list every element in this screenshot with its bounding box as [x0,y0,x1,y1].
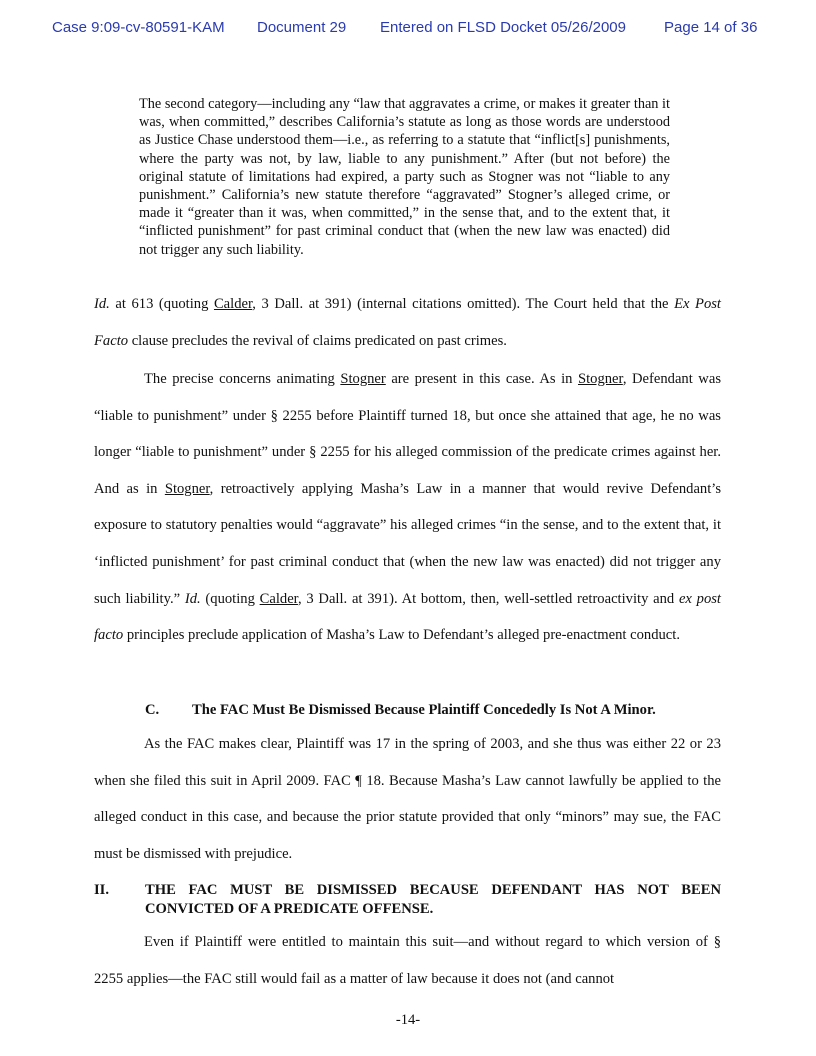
document-number: Document 29 [257,19,347,36]
id-cite: Id. [184,590,201,607]
ex-post-facto-term: Ex Post Facto [94,296,721,349]
stogner-cite: Stogner [164,480,210,497]
text-run: The precise concerns animating [144,371,341,387]
case-number: Case 9:09-cv-80591-KAM [52,19,225,36]
text-run: are present in this case. As in [385,371,578,387]
heading-letter: C. [145,702,160,718]
id-cite: Id. [94,296,110,312]
stogner-cite: Stogner [340,371,386,387]
text-run: at 613 (quoting [109,296,214,312]
paragraph-fac: As the FAC makes clear, Plaintiff was 17 in the spring of 2003, and she thus was either 22 or 23 when she filed this suit in April 2009. FAC ¶ 18. Because Masha’s Law cannot lawfully be applied to the alleged conduct in this case, and because the prior statute provided that only “minors” may sue, the FAC must be dismissed with prejudice. [94,736,721,862]
paragraph-citation [94,286,721,359]
block-quote: The second category—including any “law that aggravates a crime, or makes it greater than it was, when committed,” describes California’s statute as long as those words are understood as Justice Chase understood them—i.e., as referring to a statute that “inflict[s] punishments, where the party was not, by law, liable to any punishment.” After (but not before) the original statute of limitations had expired, a party such as Stogner was not “liable to any punishment.” California’s new statute therefore “aggravated” Stogner’s alleged crime, or made it “greater than it was, when committed,” in the sense that, and to the extent that, it “inflicted punishment” for past criminal conduct that (when the new law was enacted) did not trigger any such liability. [139,96,670,258]
text-run: principles preclude application of Masha’s Law to Defendant’s alleged pre-enactment conduct. [123,627,680,644]
stogner-cite: Stogner [577,371,623,387]
page-indicator: Page 14 of 36 [664,19,758,36]
calder-cite: Calder [259,590,298,607]
text-run: , 3 Dall. at 391) (internal citations omitted). The Court held that the [252,296,675,312]
text-run: (quoting [200,590,260,607]
text-run: , retroactively applying Masha’s Law in a manner that would revive Defendant’s exposure to statutory penalties would “aggravate” his alleged crimes “in the sense, and to the extent that, it ‘inflicted punishment’ for past criminal conduct that (when the new law was enacted) did not trigger any such liability.” [94,480,722,607]
text-run: , Defendant was “liable to punishment” under § 2255 before Plaintiff turned 18, but once she attained that age, he no was longer “liable to punishment” under § 2255 for his alleged commission of the predicate crimes against her. And as in [94,371,722,497]
paragraph-predicate: Even if Plaintiff were entitled to maintain this suit—and without regard to which version of § 2255 applies—the FAC still would fail as a matter of law because it does not (and cannot [94,934,721,987]
page-number: -14- [395,1012,421,1028]
docket-entry: Entered on FLSD Docket 05/26/2009 [380,19,626,36]
heading-title: THE FAC MUST BE DISMISSED BECAUSE DEFENDANT HAS NOT BEEN CONVICTED OF A PREDICATE OFFENSE. [145,882,721,917]
ex-post-facto-term: ex post facto [94,590,721,644]
text-run: clause precludes the revival of claims predicated on past crimes. [128,332,507,349]
heading-number: II. [94,882,110,898]
calder-cite: Calder [213,296,253,312]
paragraph-stogner [94,361,721,654]
text-run: , 3 Dall. at 391). At bottom, then, well-settled retroactivity and [297,590,679,607]
heading-title: The FAC Must Be Dismissed Because Plaintiff Concededly Is Not A Minor. [192,702,656,718]
